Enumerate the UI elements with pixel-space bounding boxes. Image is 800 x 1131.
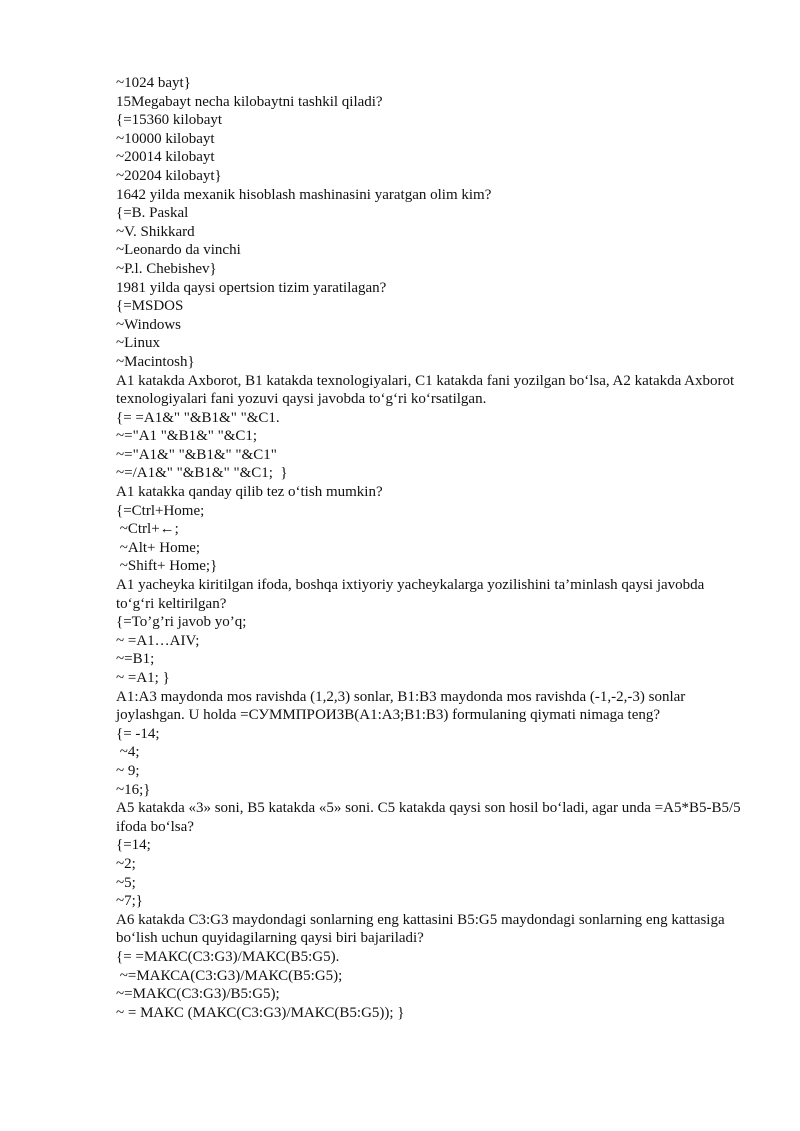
answer-line: ~ 9; <box>116 762 140 779</box>
answer-line: {= =МАКС(C3:G3)/МАКС(B5:G5). <box>116 948 340 965</box>
answer-line: ~Leonardo da vinchi <box>116 242 241 259</box>
answer-line: {= =A1&" "&B1&" "&C1. <box>116 409 280 426</box>
answer-line: ~V. Shikkard <box>116 223 195 240</box>
answer-line: ~=МАКС(C3:G3)/B5:G5); <box>116 986 280 1003</box>
answer-line: ~4; <box>116 744 140 761</box>
answer-line: ~ = МАКС (МАКС(C3:G3)/МАКС(B5:G5)); } <box>116 1004 405 1021</box>
answer-line: ~ =A1…AIV; <box>116 632 200 649</box>
document-page <box>116 74 746 1022</box>
answer-line: ~Alt+ Home; <box>116 539 201 556</box>
answer-line: ~Linux <box>116 335 160 352</box>
answer-line: ~20204 kilobayt} <box>116 167 222 184</box>
answer-line: {=Ctrl+Home; <box>116 502 205 519</box>
answer-line: ~=МАКСА(C3:G3)/МАКС(B5:G5); <box>116 967 343 984</box>
answer-line: ~16;} <box>116 781 151 798</box>
answer-line: ~Shift+ Home;} <box>116 558 218 575</box>
question-line: A1:A3 maydonda mos ravishda (1,2,3) sonlar, B1:B3 maydonda mos ravishda (-1,-2,-3) sonlar joylashgan. U holda =СУММПРОИЗВ(A1:A3;B1:B3) formulaning qiymati nimaga teng? <box>116 688 690 724</box>
question-line: 15Megabayt necha kilobaytni tashkil qiladi? <box>116 93 383 110</box>
answer-line: {=B. Paskal <box>116 205 189 222</box>
question-line: A1 katakka qanday qilib tez o‘tish mumkin? <box>116 484 383 501</box>
text-line-1: ~1024 bayt} <box>116 75 191 91</box>
answer-line: {=MSDOS <box>116 298 184 315</box>
answer-line: ~20014 kilobayt <box>116 149 215 166</box>
question-line: A1 katakda Axborot, B1 katakda texnologiyalari, C1 katakda fani yozilgan bo‘lsa, A2 katakda Axborot texnologiyalari fani yozuvi qaysi javobda to‘g‘ri ko‘rsatilgan. <box>116 372 738 408</box>
answer-line: {=15360 kilobayt <box>116 112 223 129</box>
answer-line: {=14; <box>116 837 151 854</box>
answer-line: {=To’g’ri javob yo’q; <box>116 614 247 631</box>
answer-line: ~="A1&" "&B1&" "&C1" <box>116 446 277 463</box>
answer-line: ~Windows <box>116 316 182 333</box>
answer-line: ~="A1 "&B1&" "&C1; <box>116 428 258 445</box>
question-line: 1981 yilda qaysi opertsion tizim yaratilagan? <box>116 279 387 296</box>
question-line: A5 katakda «3» soni, B5 katakda «5» soni. C5 katakda qaysi son hosil bo‘ladi, agar unda =A5*B5-B5/5 ifoda bo‘lsa? <box>116 800 745 835</box>
answer-line: ~ =A1; } <box>116 670 170 686</box>
question-line: A1 yacheyka kiritilgan ifoda, boshqa ixtiyoriy yacheykalarga yozilishini ta’minlash qaysi javobda to‘g‘ri keltirilgan? <box>116 577 709 612</box>
answer-line: ~P.l. Chebishev} <box>116 260 217 277</box>
question-line: 1642 yilda mexanik hisoblash mashinasini yaratgan olim kim? <box>116 186 492 203</box>
answer-line: ~Macintosh} <box>116 353 195 370</box>
answer-line: {= -14; <box>116 725 160 742</box>
answer-line: ~=/A1&" "&B1&" "&C1; } <box>116 465 288 482</box>
answer-line: ~Ctrl+←; <box>116 521 179 538</box>
answer-line: ~2; <box>116 855 136 872</box>
answer-line: ~7;} <box>116 893 143 910</box>
answer-line: ~10000 kilobayt <box>116 130 215 147</box>
answer-line: ~=B1; <box>116 651 155 668</box>
question-line: A6 katakda C3:G3 maydondagi sonlarning eng kattasini B5:G5 maydondagi sonlarning eng kattasiga bo‘lish uchun quyidagilarning qaysi biri bajariladi? <box>116 911 729 947</box>
answer-line: ~5; <box>116 874 136 891</box>
